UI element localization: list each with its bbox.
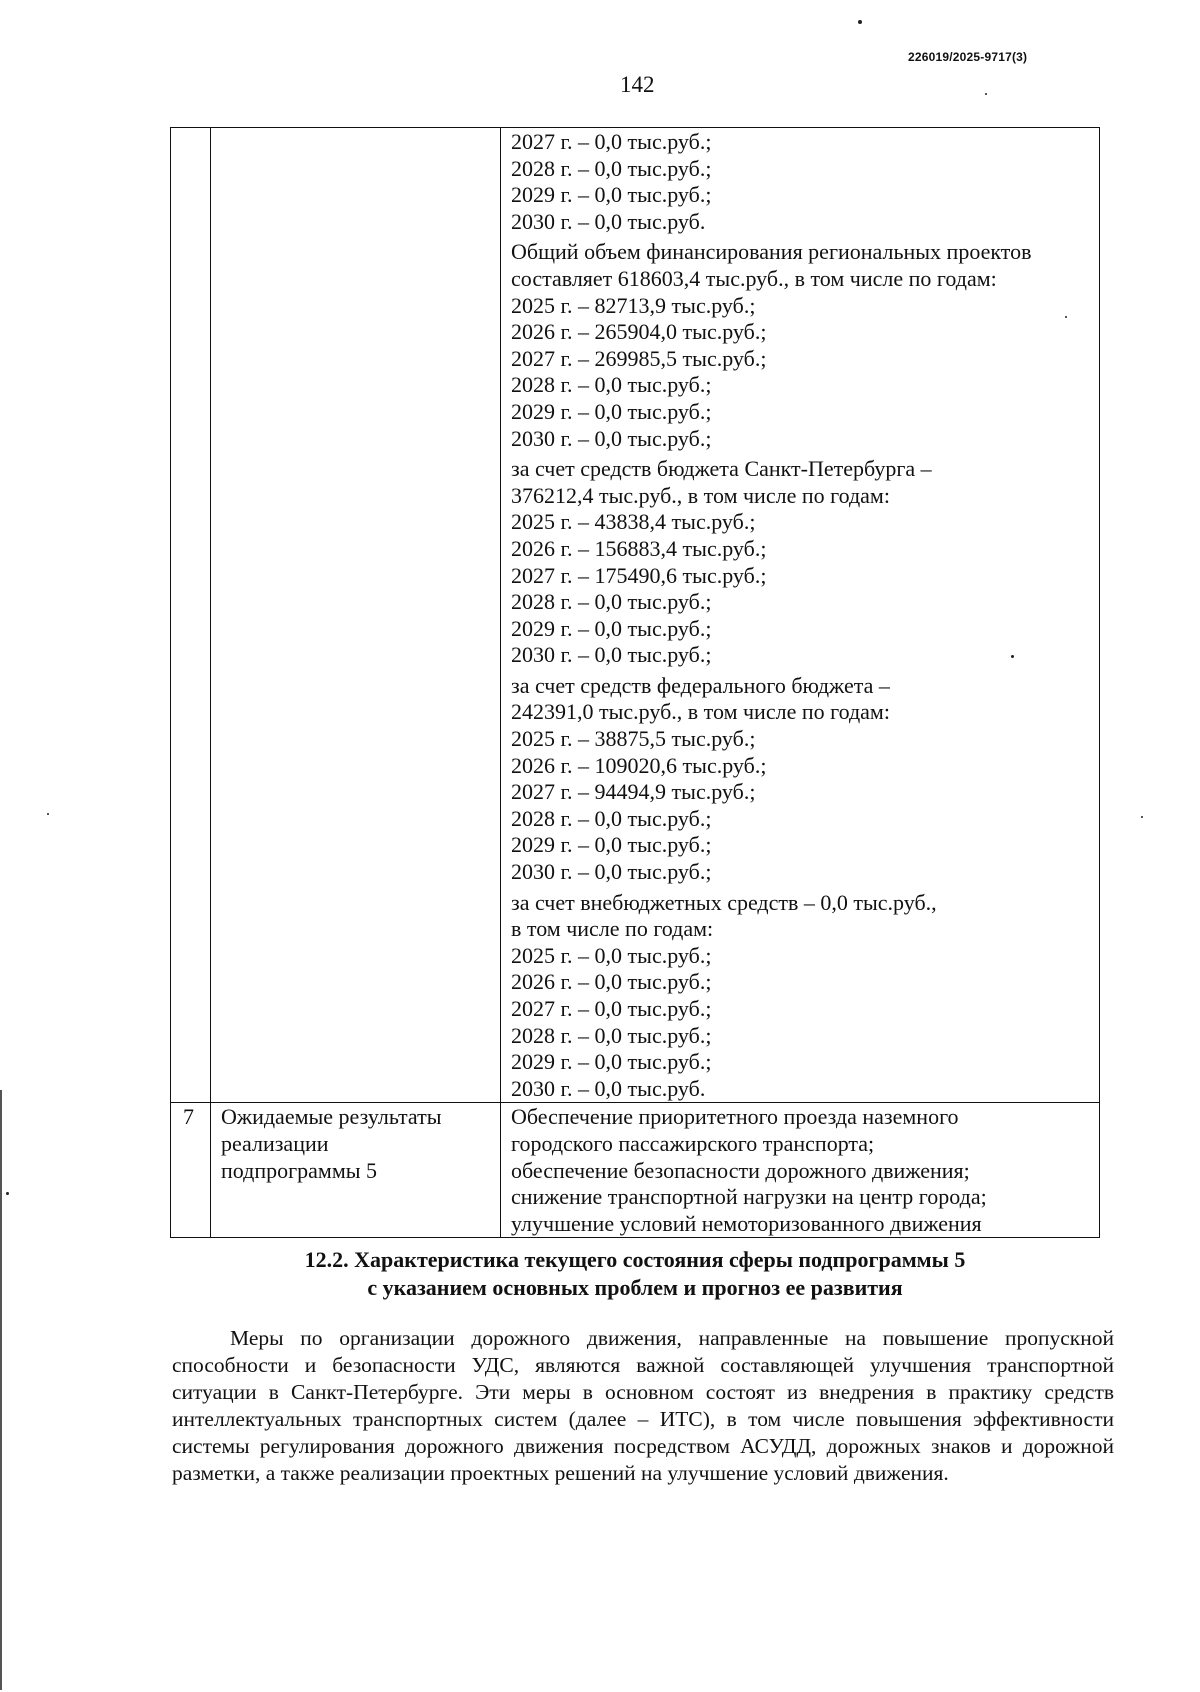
text-line: 2025 г. – 82713,9 тыс.руб.; [511,292,756,318]
text-line: реализации [221,1130,329,1156]
text-line: составляет 618603,4 тыс.руб., в том числе по годам: [511,265,997,291]
text-line: 2028 г. – 0,0 тыс.руб.; [511,589,712,615]
text-line: 2030 г. – 0,0 тыс.руб.; [511,425,712,451]
text-line: 376212,4 тыс.руб., в том числе по годам: [511,482,890,508]
text-line: 2028 г. – 0,0 тыс.руб.; [511,372,712,398]
text-line: 2030 г. – 0,0 тыс.руб.; [511,859,712,885]
scan-speck [6,1192,9,1195]
text-line: 2028 г. – 0,0 тыс.руб.; [511,155,712,181]
text-line: 2030 г. – 0,0 тыс.руб. [511,208,706,234]
scan-speck [858,20,862,24]
section-heading [170,1246,1100,1302]
scan-speck [985,93,987,95]
text-line: снижение транспортной нагрузки на центр города; [511,1184,987,1210]
text-line: 2026 г. – 156883,4 тыс.руб.; [511,535,767,561]
table-row-continued [171,128,1099,1102]
text-line: за счет средств бюджета Санкт-Петербурга – [511,456,932,482]
text-line: 2030 г. – 0,0 тыс.руб. [511,1075,706,1101]
document-id: 226019/2025-9717(3) [908,50,1028,64]
text-line: 2029 г. – 0,0 тыс.руб.; [511,615,712,641]
text-line: 2027 г. – 0,0 тыс.руб.; [511,129,712,154]
financing-details-cell [501,128,1099,1102]
scan-speck [47,813,49,815]
text-line: 2027 г. – 175490,6 тыс.руб.; [511,562,767,588]
text-line: 2029 г. – 0,0 тыс.руб.; [511,832,712,858]
text-line: городского пассажирского транспорта; [511,1130,875,1156]
data-table [170,127,1100,1238]
text-line: 2029 г. – 0,0 тыс.руб.; [511,1049,712,1075]
text-line: 2027 г. – 269985,5 тыс.руб.; [511,345,767,371]
table-row-7 [171,1102,1099,1237]
text-line: 2026 г. – 0,0 тыс.руб.; [511,969,712,995]
text-line: 242391,0 тыс.руб., в том числе по годам: [511,699,890,725]
text-line: подпрограммы 5 [221,1157,378,1183]
text-line: 2025 г. – 38875,5 тыс.руб.; [511,726,756,752]
scan-edge-line [0,1090,2,1690]
text-line: 2026 г. – 265904,0 тыс.руб.; [511,319,767,345]
text-line: Обеспечение приоритетного проезда наземного [511,1104,959,1130]
text-line: 2030 г. – 0,0 тыс.руб.; [511,642,712,668]
text-line: 2027 г. – 0,0 тыс.руб.; [511,996,712,1021]
scan-speck [1141,816,1143,818]
section-heading-line: с указанием основных проблем и прогноз ее развития [367,1275,903,1300]
text-line: в том числе по годам: [511,916,714,942]
text-line: обеспечение безопасности дорожного движения; [511,1157,970,1183]
text-line: 2028 г. – 0,0 тыс.руб.; [511,1022,712,1048]
section-heading-line: 12.2. Характеристика текущего состояния сферы подпрограммы 5 [304,1247,966,1272]
text-line: 2028 г. – 0,0 тыс.руб.; [511,805,712,831]
expected-results-cell [501,1103,1099,1237]
row-label-cell [211,128,501,1102]
text-line: Ожидаемые результаты [221,1104,442,1130]
text-line: за счет внебюджетных средств – 0,0 тыс.руб., [511,889,937,915]
text-line: 2025 г. – 43838,4 тыс.руб.; [511,509,756,535]
text-line: 2029 г. – 0,0 тыс.руб.; [511,398,712,424]
row-number-cell: 7 [171,1103,211,1237]
text-line: 2026 г. – 109020,6 тыс.руб.; [511,752,767,778]
text-line: Общий объем финансирования региональных проектов [511,239,1032,265]
text-line: 2025 г. – 0,0 тыс.руб.; [511,942,712,968]
text-line: 2029 г. – 0,0 тыс.руб.; [511,182,712,208]
text-line: улучшение условий немоторизованного движения [511,1210,982,1236]
row-number-cell [171,128,211,1102]
text-line: за счет средств федерального бюджета – [511,672,890,698]
page-number: 142 [620,72,655,97]
row-label-cell [211,1103,501,1237]
body-paragraph: Меры по организации дорожного движения, направленные на повышение пропускной способности и безопасности УДС, являются важной составляющей улучшения транспортной ситуации в Санкт-Петербурге. Эти меры в основном состоят из внедрения в практику средств интеллектуальных транспортных систем (далее – ИТС), в том числе повышения эффективности системы регулирования дорожного движения посредством АСУДД, дорожных знаков и дорожной разметки, а также реализации проектных решений на улучшение условий движения. [172,1326,1114,1485]
text-line: 2027 г. – 94494,9 тыс.руб.; [511,779,756,805]
